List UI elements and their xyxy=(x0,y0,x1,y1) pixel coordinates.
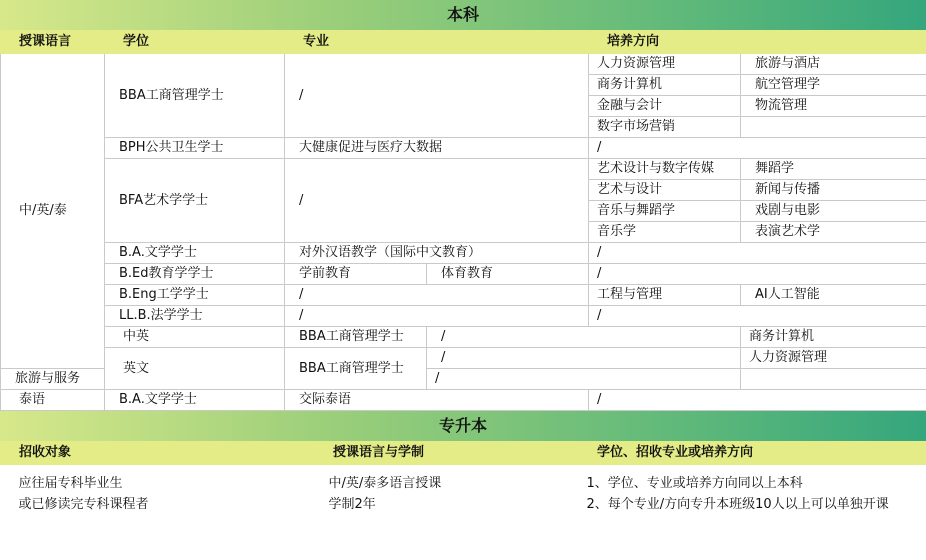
language-cell: 泰语 xyxy=(1,390,105,411)
major-cell: 体育教育 xyxy=(427,264,589,285)
header-degree-direction: 学位、招收专业或培养方向 xyxy=(579,442,926,465)
direction-cell: 人力资源管理 xyxy=(741,348,926,369)
header-direction: 培养方向 xyxy=(589,31,926,54)
table-row xyxy=(1,243,926,264)
direction-cell: / xyxy=(589,390,926,411)
major-cell: / xyxy=(285,159,589,243)
direction-cell: AI人工智能 xyxy=(741,285,926,306)
table-row xyxy=(1,264,926,285)
direction-cell: 金融与会计 xyxy=(589,96,741,117)
table-row xyxy=(1,138,926,159)
target-line: 应往届专科毕业生 xyxy=(18,476,123,491)
direction-cell: 人力资源管理 xyxy=(589,54,741,75)
table-row xyxy=(1,494,926,515)
degree-cell: BBA工商管理学士 xyxy=(105,54,285,138)
direction-cell: / xyxy=(589,138,926,159)
upgrade-banner: 专升本 xyxy=(0,411,926,441)
direction-cell: / xyxy=(427,369,741,390)
table-row xyxy=(1,285,926,306)
header-language-duration: 授课语言与学制 xyxy=(315,442,579,465)
direction-cell: 艺术设计与数字传媒 xyxy=(589,159,741,180)
table-row xyxy=(1,54,926,75)
language-cell: 英文 xyxy=(105,348,285,390)
direction-cell: 音乐与舞蹈学 xyxy=(589,201,741,222)
major-cell: 对外汉语教学（国际中文教育） xyxy=(285,243,589,264)
direction-cell: 表演艺术学 xyxy=(741,222,926,243)
header-major: 专业 xyxy=(285,31,589,54)
bachelor-table xyxy=(0,30,926,411)
major-cell: / xyxy=(285,54,589,138)
degree-cell: B.Ed教育学学士 xyxy=(105,264,285,285)
direction-cell: / xyxy=(589,264,926,285)
degree-cell: BFA艺术学学士 xyxy=(105,159,285,243)
degree-cell: LL.B.法学学士 xyxy=(105,306,285,327)
language-cell: 中/英/泰 xyxy=(1,54,105,369)
upgrade-table xyxy=(0,441,926,515)
major-cell: / xyxy=(427,327,741,348)
direction-cell: 航空管理学 xyxy=(741,75,926,96)
degree-cell: BPH公共卫生学士 xyxy=(105,138,285,159)
direction-cell: 戏剧与电影 xyxy=(741,201,926,222)
degree-cell: BBA工商管理学士 xyxy=(285,348,427,390)
table-row xyxy=(1,159,926,180)
language-cell: 中英 xyxy=(105,327,285,348)
header-target: 招收对象 xyxy=(1,442,315,465)
direction-cell: 艺术与设计 xyxy=(589,180,741,201)
bachelor-header-row xyxy=(1,31,926,54)
direction-cell: 音乐学 xyxy=(589,222,741,243)
major-cell: / xyxy=(427,348,741,369)
target-line: 或已修读完专科课程者 xyxy=(18,497,149,512)
bachelor-banner: 本科 xyxy=(0,0,926,30)
degree-cell: B.A.文学学士 xyxy=(105,390,285,411)
major-cell: 交际泰语 xyxy=(285,390,589,411)
direction-cell: 物流管理 xyxy=(741,96,926,117)
table-row xyxy=(1,390,926,411)
table-row xyxy=(1,327,926,348)
major-cell: / xyxy=(285,306,589,327)
direction-cell: 舞蹈学 xyxy=(741,159,926,180)
direction-cell: / xyxy=(589,306,926,327)
degree-cell: B.A.文学学士 xyxy=(105,243,285,264)
degree-cell: BBA工商管理学士 xyxy=(285,327,427,348)
table-row xyxy=(1,306,926,327)
table-row xyxy=(1,348,926,369)
note-line: 2、每个专业/方向专升本班级10人以上可以单独开课 xyxy=(586,497,889,512)
direction-cell: 新闻与传播 xyxy=(741,180,926,201)
note-line: 1、学位、专业或培养方向同以上本科 xyxy=(586,476,803,491)
major-cell: 旅游与服务 xyxy=(1,369,285,390)
upgrade-header-row xyxy=(1,442,926,465)
header-degree: 学位 xyxy=(105,31,285,54)
direction-cell: 商务计算机 xyxy=(589,75,741,96)
direction-cell: 商务计算机 xyxy=(741,327,926,348)
direction-cell: 工程与管理 xyxy=(589,285,741,306)
direction-cell: 旅游与酒店 xyxy=(741,54,926,75)
major-cell: 大健康促进与医疗大数据 xyxy=(285,138,589,159)
direction-cell: / xyxy=(589,243,926,264)
header-language: 授课语言 xyxy=(1,31,105,54)
major-cell: / xyxy=(285,285,589,306)
language-line: 学制2年 xyxy=(328,497,376,512)
degree-cell: B.Eng工学学士 xyxy=(105,285,285,306)
direction-cell: 数字市场营销 xyxy=(589,117,741,138)
language-line: 中/英/泰多语言授课 xyxy=(328,476,442,491)
major-cell: 学前教育 xyxy=(285,264,427,285)
direction-cell-empty xyxy=(741,117,926,138)
table-row xyxy=(1,473,926,494)
